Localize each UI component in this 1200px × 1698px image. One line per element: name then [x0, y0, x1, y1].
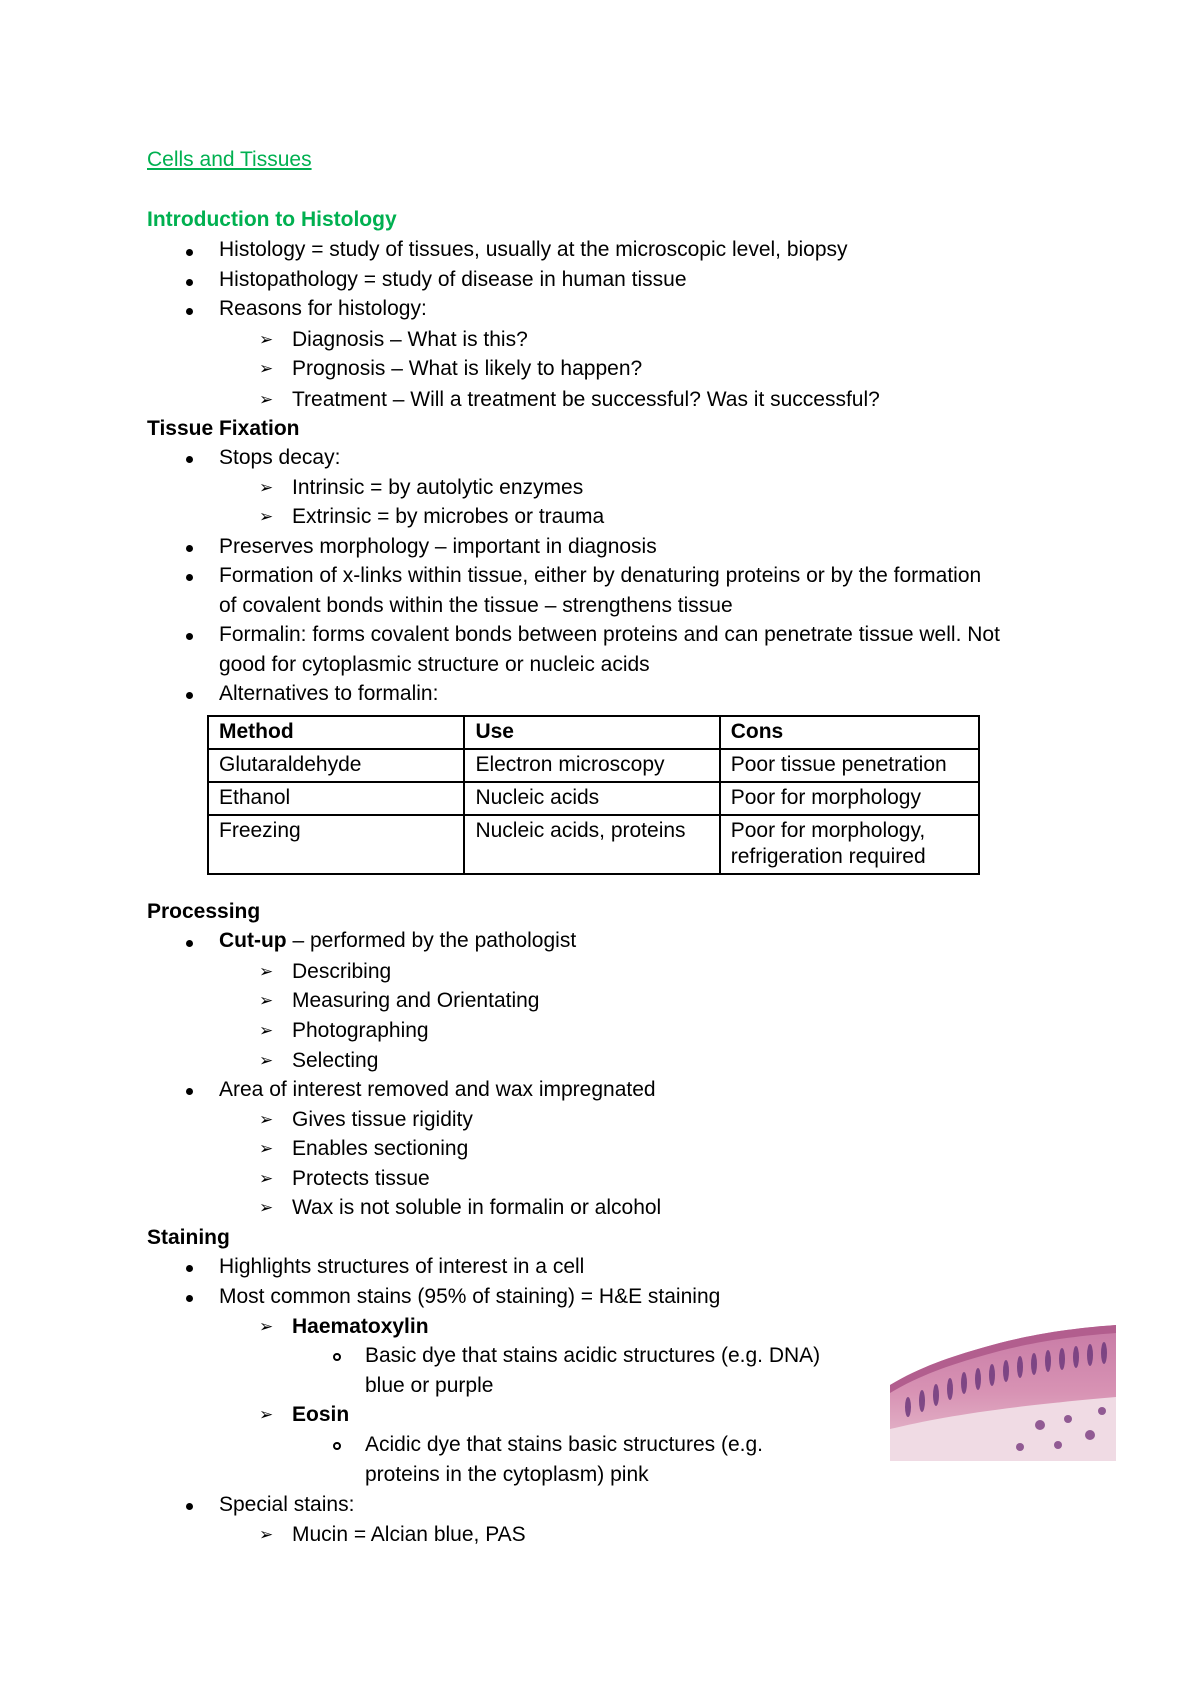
arrow-bullet-icon: ➢ — [259, 507, 274, 526]
table-cell: Ethanol — [208, 782, 464, 815]
page-title: Cells and Tissues — [147, 148, 312, 171]
sub-list-item: Protects tissue — [292, 1167, 430, 1190]
cut-up-term: Cut-up — [219, 929, 287, 952]
table-row — [208, 749, 979, 782]
table-cell: Glutaraldehyde — [208, 749, 464, 782]
bullet-icon — [186, 1295, 193, 1302]
bullet-icon — [186, 249, 193, 256]
list-item: Preserves morphology – important in diagnosis — [219, 535, 657, 558]
bullet-icon — [186, 940, 193, 947]
table-cell: Nucleic acids — [464, 782, 719, 815]
arrow-bullet-icon: ➢ — [259, 1110, 274, 1129]
list-item: Special stains: — [219, 1493, 355, 1516]
bullet-icon — [186, 545, 193, 552]
bullet-icon — [186, 1265, 193, 1272]
cut-up-description: – performed by the pathologist — [286, 929, 577, 952]
arrow-bullet-icon: ➢ — [259, 1405, 274, 1424]
arrow-bullet-icon: ➢ — [259, 1317, 274, 1336]
sub-list-item: Intrinsic = by autolytic enzymes — [292, 476, 584, 499]
tertiary-list-item: Acidic dye that stains basic structures (e.g. — [365, 1433, 764, 1456]
sub-list-item: Extrinsic = by microbes or trauma — [292, 505, 605, 528]
sub-list-item: Mucin = Alcian blue, PAS — [292, 1523, 526, 1546]
sub-list-item: Eosin — [292, 1403, 350, 1426]
sub-list-item: Haematoxylin — [292, 1315, 429, 1338]
sub-list-item: Enables sectioning — [292, 1137, 469, 1160]
list-item: Formation of x-links within tissue, either by denaturing proteins or by the formation — [219, 564, 982, 587]
table-header-row — [208, 716, 979, 749]
arrow-bullet-icon: ➢ — [259, 1139, 274, 1158]
sub-list-item: Selecting — [292, 1049, 379, 1072]
sub-list-item: Diagnosis – What is this? — [292, 328, 528, 351]
list-item-continuation: good for cytoplasmic structure or nucleic acids — [219, 653, 650, 676]
list-item: Histology = study of tissues, usually at the microscopic level, biopsy — [219, 238, 848, 261]
section-heading-fixation: Tissue Fixation — [147, 417, 300, 440]
table-row — [208, 782, 979, 815]
bullet-icon — [186, 1088, 193, 1095]
circle-bullet-icon — [333, 1442, 341, 1450]
bullet-icon — [186, 692, 193, 699]
list-item-continuation: of covalent bonds within the tissue – strengthens tissue — [219, 594, 733, 617]
table-header-cell: Use — [464, 716, 719, 749]
section-heading-staining: Staining — [147, 1226, 230, 1249]
micrograph-image — [890, 1307, 1116, 1461]
arrow-bullet-icon: ➢ — [259, 478, 274, 497]
arrow-bullet-icon: ➢ — [259, 1051, 274, 1070]
sub-list-item: Describing — [292, 960, 392, 983]
tertiary-list-item-continuation: blue or purple — [365, 1374, 494, 1397]
arrow-bullet-icon: ➢ — [259, 1198, 274, 1217]
list-item: Area of interest removed and wax impregnated — [219, 1078, 656, 1101]
table-cell: Nucleic acids, proteins — [464, 815, 719, 874]
arrow-bullet-icon: ➢ — [259, 1021, 274, 1040]
bullet-icon — [186, 308, 193, 315]
arrow-bullet-icon: ➢ — [259, 359, 274, 378]
list-item: Reasons for histology: — [219, 297, 427, 320]
arrow-bullet-icon: ➢ — [259, 1169, 274, 1188]
tertiary-list-item-continuation: proteins in the cytoplasm) pink — [365, 1463, 649, 1486]
bullet-icon — [186, 574, 193, 581]
sub-list-item: Photographing — [292, 1019, 429, 1042]
list-item: Alternatives to formalin: — [219, 682, 439, 705]
sub-list-item: Treatment – Will a treatment be successful? Was it successful? — [292, 388, 880, 411]
section-heading-processing: Processing — [147, 900, 261, 923]
bullet-icon — [186, 456, 193, 463]
sub-list-item: Prognosis – What is likely to happen? — [292, 357, 643, 380]
table-row — [208, 815, 979, 874]
he-stained-micrograph — [890, 1307, 1116, 1461]
arrow-bullet-icon: ➢ — [259, 390, 274, 409]
list-item: Formalin: forms covalent bonds between proteins and can penetrate tissue well. Not — [219, 623, 1000, 646]
arrow-bullet-icon: ➢ — [259, 991, 274, 1010]
bullet-icon — [186, 1503, 193, 1510]
list-item: Stops decay: — [219, 446, 341, 469]
sub-list-item: Measuring and Orientating — [292, 989, 540, 1012]
circle-bullet-icon — [333, 1353, 341, 1361]
list-item: Histopathology = study of disease in human tissue — [219, 268, 687, 291]
list-item: Highlights structures of interest in a cell — [219, 1255, 585, 1278]
table-cell: Poor for morphology — [720, 782, 979, 815]
table-cell: Poor tissue penetration — [720, 749, 979, 782]
section-heading-intro: Introduction to Histology — [147, 208, 397, 231]
arrow-bullet-icon: ➢ — [259, 330, 274, 349]
list-item: Most common stains (95% of staining) = H&E staining — [219, 1285, 721, 1308]
sub-list-item: Gives tissue rigidity — [292, 1108, 473, 1131]
table-cell: Poor for morphology, refrigeration required — [720, 815, 979, 874]
formalin-alternatives-table — [207, 715, 980, 875]
tertiary-list-item: Basic dye that stains acidic structures (e.g. DNA) — [365, 1344, 821, 1367]
arrow-bullet-icon: ➢ — [259, 1525, 274, 1544]
table-header-cell: Method — [208, 716, 464, 749]
table-header-cell: Cons — [720, 716, 979, 749]
bullet-icon — [186, 633, 193, 640]
table-cell: Freezing — [208, 815, 464, 874]
list-item — [219, 929, 576, 953]
arrow-bullet-icon: ➢ — [259, 962, 274, 981]
bullet-icon — [186, 279, 193, 286]
table-cell: Electron microscopy — [464, 749, 719, 782]
sub-list-item: Wax is not soluble in formalin or alcohol — [292, 1196, 662, 1219]
